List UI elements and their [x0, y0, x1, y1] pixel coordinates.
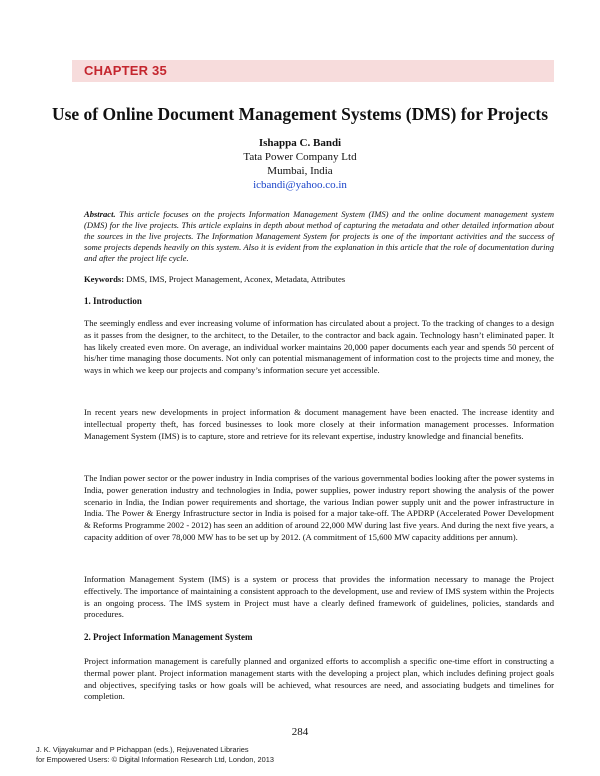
author-email-link[interactable]: icbandi@yahoo.co.in [253, 179, 347, 191]
abstract-lead: Abstract. [84, 209, 116, 219]
chapter-label: CHAPTER 35 [84, 63, 167, 78]
keywords [84, 274, 554, 284]
section-heading-introduction: 1. Introduction [84, 296, 142, 306]
footer-citation [36, 745, 274, 765]
author-location: Mumbai, India [267, 165, 333, 177]
footer-line-1: J. K. Vijayakumar and P Pichappan (eds.), Rejuvenated Libraries [36, 745, 249, 754]
author-block [0, 136, 600, 192]
intro-paragraph-4: Information Management System (IMS) is a system or process that provides the information necessary to manage the Project effectively. The importance of maintaining a consistent approach to the development, use and review of IMS system within the Projects is an ongoing process. The IMS system in Project must have a clearly defined framework of guidelines, policies, standards and procedures. [84, 574, 554, 620]
author-name: Ishappa C. Bandi [258, 137, 342, 149]
intro-paragraph-3: The Indian power sector or the power industry in India comprises of the various governmental bodies looking after the power systems in India, power generation industry and technologies in India, power supplies, power industry report showing the analysis of the power scenario in India, the Indian power requirements and shortage, the various Indian power supply unit and the power infrastructure in India. The Power & Energy Infrastructure sector in India is poised for a major take-off. The APDRP (Accelerated Power Development & Reforms Programme 2002 - 2012) has seen an addition of around 22,000 MW during last five years. And during the next five years, a capacity addition of over 78,000 MW has to be set up by 2012. (A commitment of 15,600 MW capacity additions per annum). [84, 473, 554, 542]
paper-title: Use of Online Document Management Systems (DMS) for Projects [51, 104, 549, 124]
intro-paragraph-1: The seemingly endless and ever increasing volume of information has circulated about a project. To the tracking of changes to a design as it passes from the designer, to the architect, to the Detailer, to the contractor and back again. Technology hasn’t eliminated paper. It has likely created even more. On average, an individual worker maintains 20,000 paper documents each year and spends 50 percent of his/her time managing those documents. Not only can potential mismanagement of information cost to the projects time and money, the ways in which we keep our projects and company’s information secure yet accessible. [84, 318, 554, 375]
author-company: Tata Power Company Ltd [243, 151, 357, 163]
intro-paragraph-2: In recent years new developments in project information & document management have been enacted. The increase identity and intellectual property theft, has forced businesses to look more closely at their information management processes. Information Management System (IMS) is to capture, store and retrieve for its relevant expertise, industry knowledge and financial benefits. [84, 407, 554, 441]
abstract-text: This article focuses on the projects Information Management System (IMS) and the online document management system (DMS) for the live projects. This article explains in depth about method of capturing the metadata and other detailed information about the sources in the live projects. The Information Management System for projects is one of the important activities and the success of some projects depends heavily on this system. Also it is evident from the explanation in this article that the role of documentation during and after the project life cycle. [84, 209, 555, 263]
section-heading-pims: 2. Project Information Management System [84, 632, 253, 642]
footer-line-2: for Empowered Users: © Digital Information Research Ltd, London, 2013 [36, 755, 274, 764]
keywords-text: DMS, IMS, Project Management, Aconex, Metadata, Attributes [126, 274, 346, 284]
abstract [84, 209, 554, 264]
keywords-lead: Keywords: [84, 274, 125, 284]
page-number: 284 [291, 726, 309, 738]
pims-paragraph-1: Project information management is carefully planned and organized efforts to accomplish a specific one-time effort in constructing a thermal power plant. Project information management starts with the developing a project plan, which includes defining project goals and objectives, specifying tasks or how goals will be achieved, what resources are need, and associating budgets and timelines for completion. [84, 656, 554, 702]
